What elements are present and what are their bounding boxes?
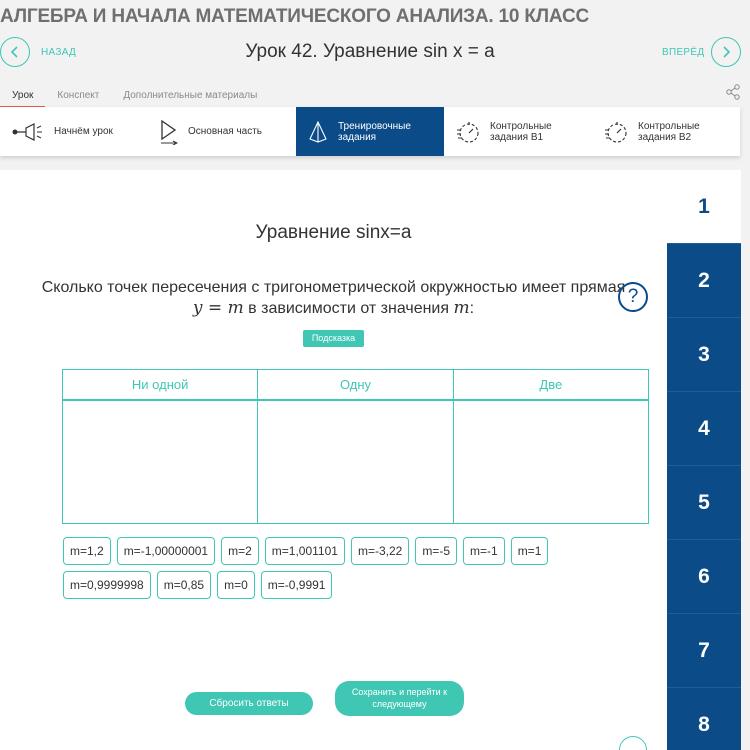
question-text [40, 278, 627, 319]
course-title: АЛГЕБРА И НАЧАЛА МАТЕМАТИЧЕСКОГО АНАЛИЗА. 10 КЛАСС [0, 6, 589, 27]
task-number-sidebar [667, 170, 741, 750]
step-label: Начнём урок [54, 126, 113, 137]
task-number-6[interactable]: 6 [667, 540, 741, 614]
step-label: Контрольные задания В2 [638, 120, 700, 143]
tab-lesson[interactable]: Урок [0, 88, 45, 108]
lesson-step-bar [0, 107, 740, 156]
option-chip[interactable]: m=-0,9991 [261, 571, 333, 599]
share-icon[interactable] [725, 84, 741, 100]
option-chip[interactable]: m=-1,00000001 [117, 537, 215, 565]
exercise-panel [0, 170, 667, 750]
task-number-2[interactable]: 2 [667, 244, 741, 318]
option-chip[interactable]: m=-1 [463, 537, 505, 565]
task-number-8[interactable]: 8 [667, 688, 741, 750]
chevron-right-icon [720, 46, 732, 58]
stopwatch-icon [456, 120, 480, 144]
option-chip[interactable]: m=1 [511, 537, 549, 565]
forward-button[interactable] [711, 37, 741, 67]
option-chip[interactable]: m=0,85 [157, 571, 211, 599]
answer-column-none [63, 370, 258, 523]
option-chip[interactable]: m=1,001101 [265, 537, 345, 565]
step-control-tasks-b1[interactable] [444, 107, 592, 156]
task-number-7[interactable]: 7 [667, 614, 741, 688]
option-chip[interactable]: m=-5 [415, 537, 457, 565]
save-and-next-button[interactable]: Сохранить и перейти к следующему [335, 681, 464, 716]
task-number-1[interactable]: 1 [667, 170, 741, 244]
exercise-title: Уравнение sinx=a [255, 222, 412, 243]
megaphone-icon [12, 122, 44, 142]
forward-label[interactable]: ВПЕРЁД [662, 47, 705, 58]
option-chip[interactable]: m=1,2 [63, 537, 111, 565]
question-variable: m [453, 298, 470, 318]
footer-next-button[interactable] [619, 736, 649, 750]
option-chip[interactable]: m=0,9999998 [63, 571, 151, 599]
answer-table [62, 369, 649, 524]
step-start-lesson[interactable] [0, 107, 148, 156]
option-chip[interactable]: m=2 [221, 537, 259, 565]
option-chip[interactable]: m=0 [217, 571, 255, 599]
step-label: Контрольные задания В1 [490, 120, 552, 143]
step-main-part[interactable] [148, 107, 296, 156]
step-label: Основная часть [188, 126, 263, 137]
task-number-3[interactable]: 3 [667, 318, 741, 392]
help-icon[interactable]: ? [618, 282, 648, 312]
column-header: Две [454, 370, 648, 401]
question-end: : [469, 300, 475, 317]
drop-zone[interactable] [454, 401, 648, 523]
play-icon [160, 119, 178, 145]
task-number-5[interactable]: 5 [667, 466, 741, 540]
drop-zone[interactable] [63, 401, 257, 523]
step-label: Тренировочные задания [338, 120, 411, 143]
lesson-title: Урок 42. Уравнение sin x = a [245, 41, 495, 62]
step-training-tasks[interactable] [296, 107, 444, 156]
question-formula: y = m [192, 298, 244, 318]
tab-additional-materials[interactable]: Дополнительные материалы [123, 90, 258, 101]
answer-options [63, 537, 648, 605]
drop-zone[interactable] [258, 401, 452, 523]
column-header: Ни одной [63, 370, 257, 401]
hint-button[interactable]: Подсказка [303, 330, 364, 347]
stopwatch-icon [604, 120, 628, 144]
question-part1: Сколько точек пересечения с тригонометрической окружностью имеет прямая [41, 279, 626, 296]
option-chip[interactable]: m=-3,22 [351, 537, 409, 565]
chevron-right-icon [619, 736, 647, 750]
lesson-tabs [0, 88, 269, 108]
task-number-4[interactable]: 4 [667, 392, 741, 466]
column-header: Одну [258, 370, 452, 401]
answer-column-two [454, 370, 648, 523]
answer-column-one [258, 370, 453, 523]
back-label[interactable]: НАЗАД [41, 47, 77, 58]
pyramid-icon [308, 121, 328, 143]
step-control-tasks-b2[interactable] [592, 107, 740, 156]
question-part2: в зависимости от значения [248, 300, 450, 317]
reset-answers-button[interactable]: Сбросить ответы [185, 692, 313, 715]
tab-summary[interactable]: Конспект [57, 90, 100, 101]
